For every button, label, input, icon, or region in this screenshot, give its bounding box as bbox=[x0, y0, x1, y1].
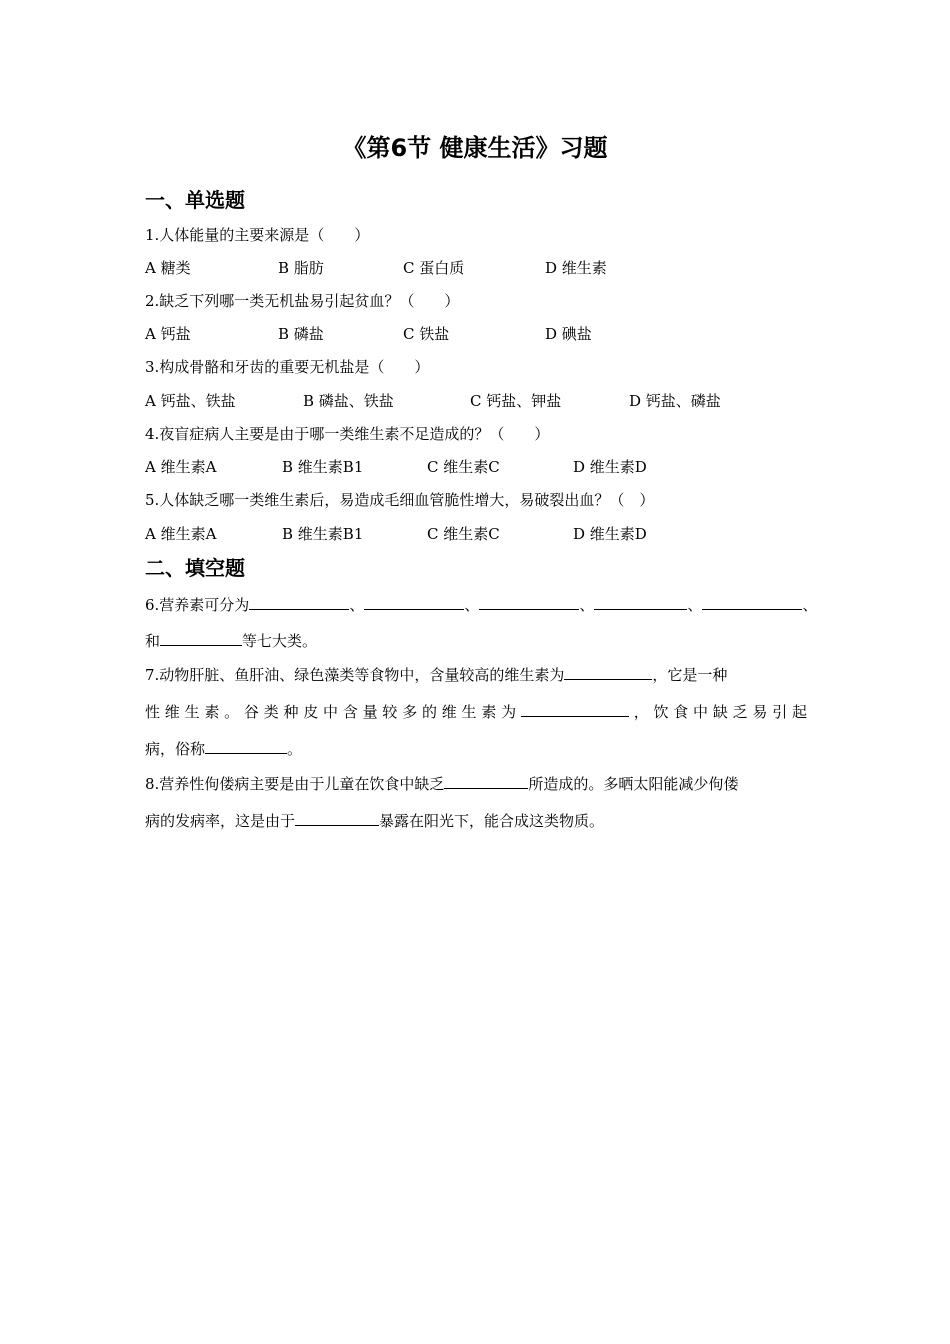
answer-blank[interactable] bbox=[479, 594, 579, 610]
question-1-option-d: D 维生素 bbox=[545, 259, 607, 277]
question-1-option-b: B 脂肪 bbox=[278, 259, 324, 277]
question-1-option-c: C 蛋白质 bbox=[403, 259, 465, 277]
answer-blank[interactable] bbox=[521, 701, 629, 717]
question-5-option-d: D 维生素D bbox=[573, 525, 647, 543]
question-1-option-a: A 糖类 bbox=[145, 259, 191, 277]
separator: 、 bbox=[802, 596, 818, 614]
question-7-line-1 bbox=[145, 664, 727, 686]
page-title: 《第6节 健康生活》习题 bbox=[342, 134, 608, 162]
answer-blank[interactable] bbox=[594, 594, 687, 610]
question-3-option-d: D 钙盐、磷盐 bbox=[629, 392, 721, 410]
answer-blank[interactable] bbox=[160, 630, 242, 646]
answer-blank[interactable] bbox=[702, 594, 802, 610]
question-3-option-c: C 钙盐、钾盐 bbox=[470, 392, 562, 410]
question-6-suffix: 等七大类。 bbox=[242, 632, 318, 650]
question-2-option-c: C 铁盐 bbox=[403, 325, 450, 343]
question-2-option-a: A 钙盐 bbox=[145, 325, 191, 343]
question-8-text-1: 8.营养性佝偻病主要是由于儿童在饮食中缺乏 bbox=[145, 775, 445, 793]
question-7-text-2: ，它是一种 bbox=[652, 666, 728, 684]
separator: 、 bbox=[579, 596, 595, 614]
question-3-stem: 3.构成骨骼和牙齿的重要无机盐是（ ） bbox=[145, 358, 430, 376]
question-2-option-b: B 磷盐 bbox=[278, 325, 324, 343]
question-6-line-2 bbox=[145, 630, 317, 652]
question-3-option-b: B 磷盐、铁盐 bbox=[303, 392, 394, 410]
separator: 、 bbox=[687, 596, 703, 614]
question-7-text-3: 性维生素。谷类种皮中含量较多的维生素为 bbox=[145, 703, 521, 721]
question-4-stem: 4.夜盲症病人主要是由于哪一类维生素不足造成的？（ ） bbox=[145, 425, 550, 443]
question-7-text-6: 。 bbox=[287, 740, 303, 758]
question-4-option-b: B 维生素B1 bbox=[282, 458, 364, 476]
question-4-option-d: D 维生素D bbox=[573, 458, 647, 476]
question-5-stem: 5.人体缺乏哪一类维生素后，易造成毛细血管脆性增大，易破裂出血？（ ） bbox=[145, 491, 655, 509]
question-2-option-d: D 碘盐 bbox=[545, 325, 592, 343]
answer-blank[interactable] bbox=[444, 773, 528, 789]
question-8-line-2 bbox=[145, 810, 604, 832]
question-5-option-b: B 维生素B1 bbox=[282, 525, 364, 543]
section-heading-fill-in: 二、填空题 bbox=[145, 556, 245, 580]
question-1-stem: 1.人体能量的主要来源是（ ） bbox=[145, 226, 370, 244]
answer-blank[interactable] bbox=[364, 594, 464, 610]
question-7-line-3 bbox=[145, 738, 302, 760]
question-6-prefix: 6.营养素可分为 bbox=[145, 596, 250, 614]
question-8-line-1 bbox=[145, 773, 738, 795]
question-7-line-2 bbox=[145, 701, 807, 723]
question-6-line2-prefix: 和 bbox=[145, 632, 161, 650]
question-2-stem: 2.缺乏下列哪一类无机盐易引起贫血？（ ） bbox=[145, 292, 460, 310]
answer-blank[interactable] bbox=[249, 594, 349, 610]
answer-blank[interactable] bbox=[564, 664, 652, 680]
question-8-text-3: 病的发病率，这是由于 bbox=[145, 812, 296, 830]
question-5-option-a: A 维生素A bbox=[145, 525, 217, 543]
question-7-text-4: ，饮食中缺乏易引起 bbox=[628, 703, 807, 721]
separator: 、 bbox=[349, 596, 365, 614]
separator: 、 bbox=[464, 596, 480, 614]
question-7-text-1: 7.动物肝脏、鱼肝油、绿色藻类等食物中，含量较高的维生素为 bbox=[145, 666, 565, 684]
question-4-option-a: A 维生素A bbox=[145, 458, 217, 476]
question-3-option-a: A 钙盐、铁盐 bbox=[145, 392, 236, 410]
question-7-text-5: 病，俗称 bbox=[145, 740, 206, 758]
question-6-line-1 bbox=[145, 594, 817, 616]
question-8-text-4: 暴露在阳光下，能合成这类物质。 bbox=[379, 812, 605, 830]
section-heading-single-choice: 一、单选题 bbox=[145, 188, 245, 212]
question-8-text-2: 所造成的。多晒太阳能减少佝偻 bbox=[528, 775, 739, 793]
answer-blank[interactable] bbox=[205, 738, 287, 754]
question-5-option-c: C 维生素C bbox=[427, 525, 500, 543]
answer-blank[interactable] bbox=[295, 810, 379, 826]
question-4-option-c: C 维生素C bbox=[427, 458, 500, 476]
